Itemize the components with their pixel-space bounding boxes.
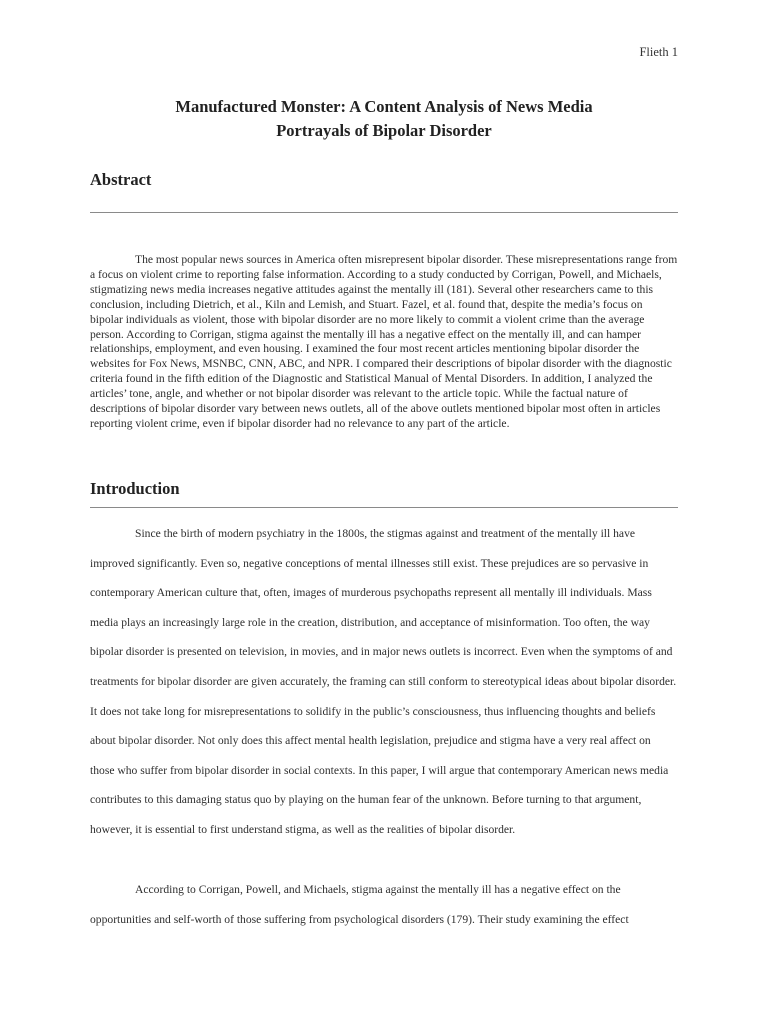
abstract-divider (90, 212, 678, 213)
introduction-paragraph-2-text: According to Corrigan, Powell, and Michaels, stigma against the mentally ill has a negative effect on the opportunities and self-worth of those suffering from psychological disorders (179). Their study examining the effect (90, 883, 629, 926)
document-title (90, 95, 678, 143)
introduction-paragraph-2 (90, 875, 678, 934)
title-line-2: Portrayals of Bipolar Disorder (276, 121, 492, 140)
abstract-body: The most popular news sources in America often misrepresent bipolar disorder. These misrepresentations range from a focus on violent crime to reporting false information. According to a study conducted by Corrigan, Powell, and Michaels, stigmatizing news media increases negative attitudes against the mentally ill (181). Several other researchers came to this conclusion, including Dietrich, et al., Kiln and Lemish, and Stuart. Fazel, et al. found that, despite the media’s focus on bipolar individuals as violent, those with bipolar disorder are no more likely to commit a violent crime than the average person. According to Corrigan, stigma against the mentally ill has a negative effect on the mentally ill, and can hamper relationships, employment, and even housing. I examined the four most recent articles mentioning bipolar disorder the websites for Fox News, MSNBC, CNN, ABC, and NPR. I compared their descriptions of bipolar disorder with the diagnostic criteria found in the fifth edition of the Diagnostic and Statistical Manual of Mental Disorders. In addition, I analyzed the articles’ tone, angle, and whether or not bipolar disorder was relevant to the article topic. While the factual nature of descriptions of bipolar disorder vary between news outlets, all of the above outlets mentioned bipolar most often in articles reporting violent crime, even if bipolar disorder had no relevance to any part of the article. (90, 253, 678, 430)
introduction-paragraph-1-text: Since the birth of modern psychiatry in the 1800s, the stigmas against and treatment of the mentally ill have improved significantly. Even so, negative conceptions of mental illnesses still exist. These prejudices are so pervasive in contemporary American culture that, often, images of murderous psychopaths represent all mentally ill individuals. Mass media plays an increasingly large role in the creation, distribution, and acceptance of misinformation. Too often, the way bipolar disorder is presented on television, in movies, and in major news outlets is incorrect. Even when the symptoms of and treatments for bipolar disorder are given accurately, the framing can still conform to stereotypical ideas about bipolar disorder. It does not take long for misrepresentations to solidify in the public’s consciousness, thus influencing thoughts and beliefs about bipolar disorder. Not only does this affect mental health legislation, prejudice and stigma have a very real affect on those who suffer from bipolar disorder in social contexts. In this paper, I will argue that contemporary American news media contributes to this damaging status quo by playing on the human fear of the unknown. Before turning to that argument, however, it is essential to first understand stigma, as well as the realities of bipolar disorder. (90, 527, 677, 836)
abstract-paragraph (90, 253, 678, 432)
running-header: Flieth 1 (639, 45, 678, 59)
introduction-paragraph-1 (90, 519, 678, 845)
title-line-1: Manufactured Monster: A Content Analysis of News Media (175, 97, 593, 116)
introduction-divider (90, 507, 678, 508)
introduction-heading: Introduction (90, 479, 180, 498)
abstract-heading: Abstract (90, 170, 152, 189)
